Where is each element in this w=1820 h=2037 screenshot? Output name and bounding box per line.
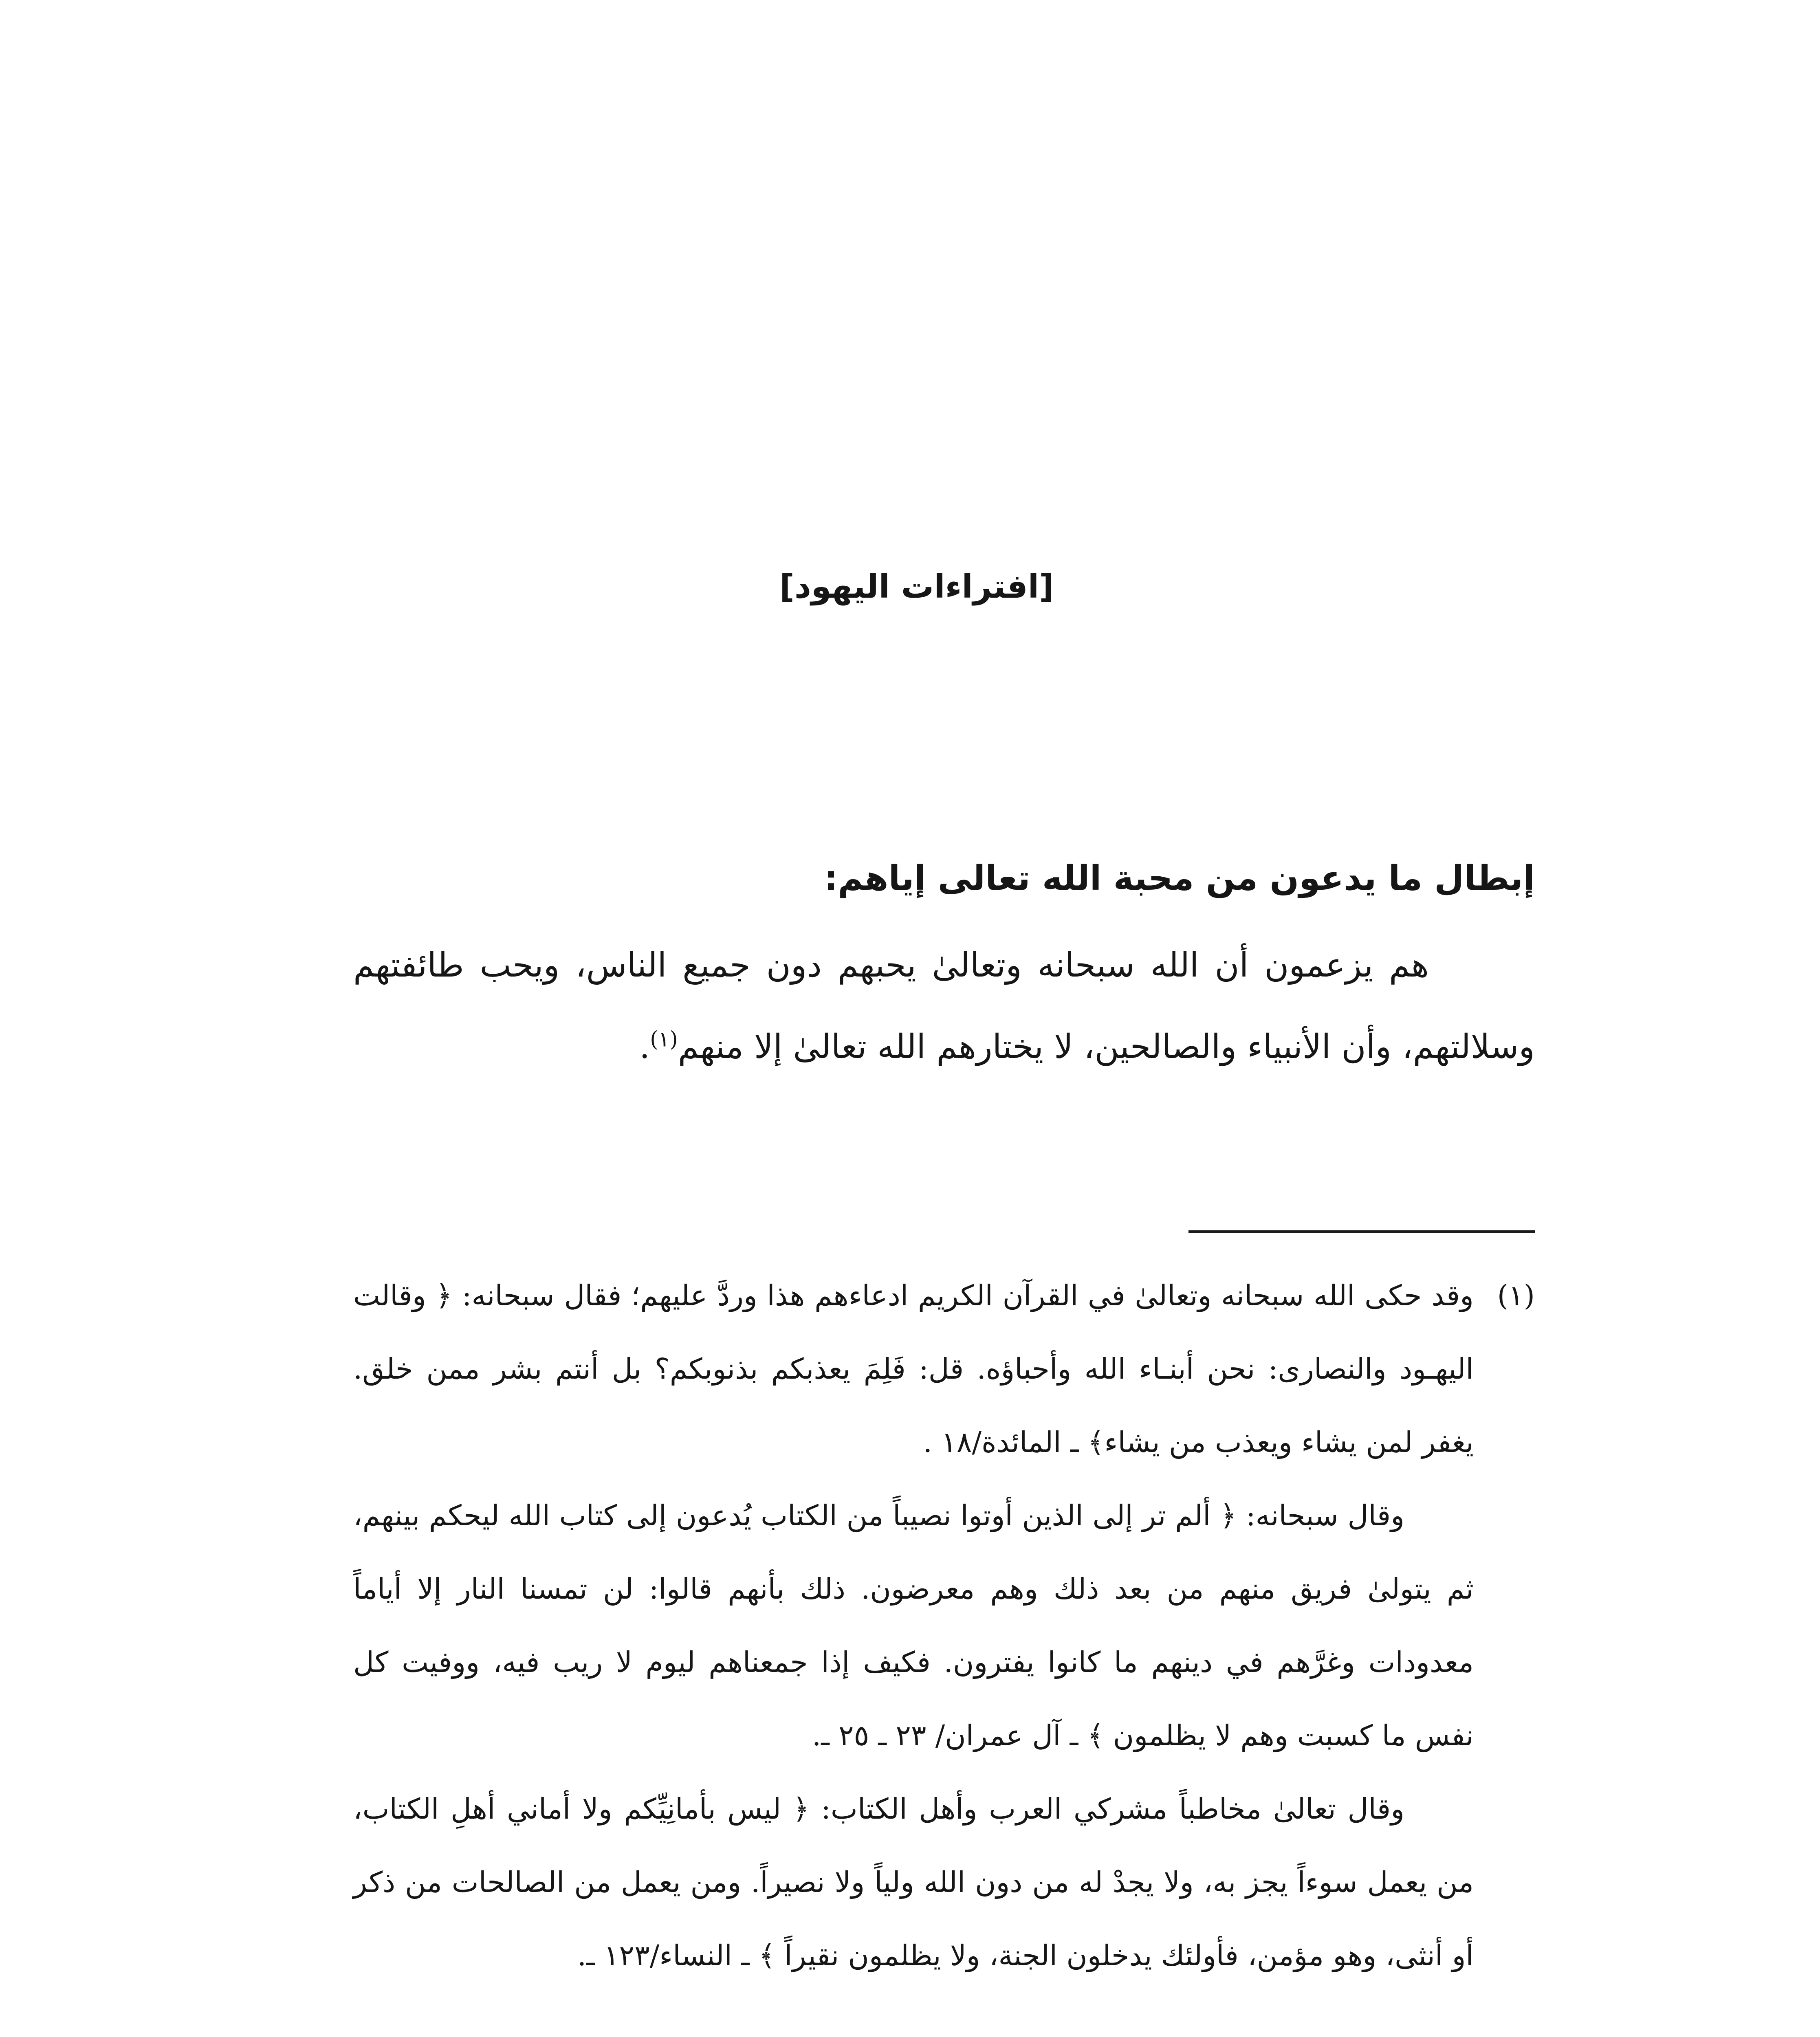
footnote-number: (١): [1497, 1279, 1535, 1312]
footnote-text-1: وقد حكى الله سبحانه وتعالىٰ في القرآن الكريم ادعاءهم هذا وردَّ عليهم؛ فقال سبحانه: ﴿ وقالت اليهـود والنصارى: نحن أبنـاء الله وأحباؤه. قل: فَلِمَ يعذبكم بذنوبكم؟ بل أنتم بشر ممن خلق. يغفر لمن يشاء ويعذب من يشاء﴾ ـ المائدة/١٨ .: [353, 1279, 1474, 1459]
footnote-paragraph-3: [353, 1772, 1535, 1992]
footnote-text-3: وقال تعالىٰ مخاطباً مشركي العرب وأهل الكتاب: ﴿ ليس بأمانِيِّكم ولا أماني أهلِ الكتاب، من يعمل سوءاً يجز به، ولا يجدْ له من دون الله ولياً ولا نصيراً. ومن يعمل من الصالحات من ذكر أو أنثى، وهو مؤمن، فأولئك يدخلون الجنة، ولا يظلمون نقيراً ﴾ ـ النساء/١٢٣ ـ.: [353, 1792, 1474, 1972]
footnote-paragraph-1: [353, 1259, 1535, 1479]
footnote-separator: [1188, 1230, 1535, 1233]
body-end-punctuation: .: [639, 1027, 650, 1066]
footnotes: [353, 1259, 1535, 1992]
footnote-text-2: وقال سبحانه: ﴿ ألم تر إلى الذين أوتوا نصيباً من الكتاب يُدعون إلى كتاب الله ليحكم بينهم، ثم يتولىٰ فريق منهم من بعد ذلك وهم معرضون. ذلك بأنهم قالوا: لن تمسنا النار إلا أياماً معدودات وغرَّهم في دينهم ما كانوا يفترون. فكيف إذا جمعناهم ليوم لا ريب فيه، ووفيت كل نفس ما كسبت وهم لا يظلمون ﴾ ـ آل عمران/ ٢٣ ـ ٢٥ ـ.: [353, 1499, 1474, 1752]
body-text: هم يزعمون أن الله سبحانه وتعالىٰ يحبهم دون جميع الناس، ويحب طائفتهم وسلالتهم، وأن الأنبياء والصالحين، لا يختارهم الله تعالىٰ إلا منهم: [353, 946, 1535, 1066]
footnote-paragraph-2: [353, 1479, 1535, 1772]
chapter-title: [افتراءات اليهود]: [779, 568, 1054, 605]
body-paragraph-text: [353, 925, 1535, 1088]
footnote-reference: (١): [650, 1027, 678, 1052]
section-heading: إبطال ما يدعون من محبة الله تعالى إياهم:: [824, 858, 1535, 898]
body-paragraph: [353, 925, 1535, 1088]
